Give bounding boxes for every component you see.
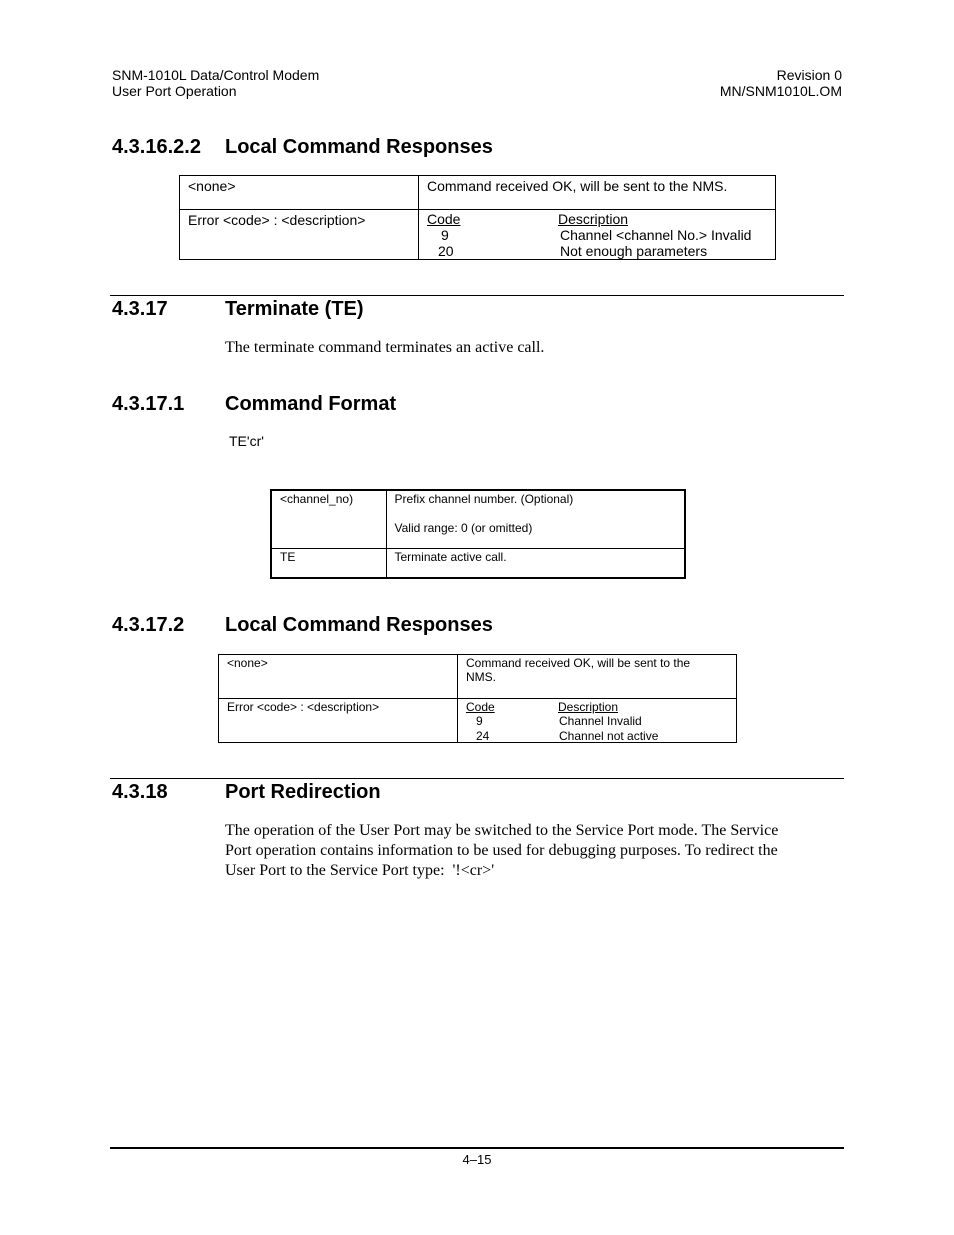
section-heading-4-3-17 [112,297,712,323]
error-code: 20 [438,243,454,259]
responses-table-1 [179,175,776,260]
response-ok-text-cont: NMS. [466,670,496,684]
param-te-description: Terminate active call. [394,549,507,564]
header-title: SNM-1010L Data/Control Modem [112,67,320,83]
section-number: 4.3.18 [112,781,168,803]
table-row [271,548,685,578]
param-te: TE [280,549,296,564]
table-cell [419,210,776,260]
param-channel-no: <channel_no) [280,492,354,506]
section-title: Command Format [225,393,397,415]
param-description: Prefix channel number. (Optional) [394,492,574,506]
response-none: <none> [188,178,236,194]
body-line: User Port to the Service Port type: '!<cr>' [225,862,495,879]
section-number: 4.3.16.2.2 [112,136,201,158]
table-cell [180,210,419,260]
error-description: Channel <channel No.> Invalid [560,227,752,243]
table-row [180,176,776,210]
table-cell [458,655,737,699]
error-code: 9 [441,227,449,243]
body-line: The operation of the User Port may be switched to the Service Port mode. The Service [225,822,779,839]
section-title: Terminate (TE) [225,298,364,320]
table-cell [219,699,458,743]
description-column-header: Description [558,700,619,714]
error-description: Not enough parameters [560,243,708,259]
responses-table-2 [218,654,737,743]
response-error: Error <code> : <description> [227,700,380,714]
table-cell [458,699,737,743]
table-row [219,699,737,743]
table-cell [219,655,458,699]
body-paragraph: The terminate command terminates an active call. [225,339,545,356]
table-row [180,210,776,260]
table-cell [386,548,685,578]
section-number: 4.3.17 [112,298,168,320]
section-rule [110,778,844,779]
footer-rule [110,1147,844,1149]
section-heading-4-3-17-1 [112,392,712,418]
section-title: Local Command Responses [225,614,493,636]
error-description: Channel Invalid [559,714,642,728]
command-format: TE'cr' [229,433,264,449]
section-heading-4-3-16-2-2 [112,135,712,161]
page-number: 4–15 [462,1152,492,1167]
section-title: Port Redirection [225,781,381,803]
section-heading-4-3-18 [112,780,712,806]
section-number: 4.3.17.1 [112,393,185,415]
error-code: 24 [476,729,490,743]
response-ok-text: Command received OK, will be sent to the [466,656,691,670]
body-line: Port operation contains information to be used for debugging purposes. To redirect the [225,842,778,859]
header-subtitle: User Port Operation [112,83,237,99]
table-cell [271,490,386,548]
table-cell [386,490,685,548]
header-doc-number: MN/SNM1010L.OM [719,83,842,99]
response-ok-text: Command received OK, will be sent to the NMS. [427,178,728,194]
section-rule [110,295,844,296]
description-column-header: Description [558,211,629,227]
table-cell [419,176,776,210]
doc-header-right [720,67,842,99]
code-column-header: Code [427,211,461,227]
body-paragraph [225,821,835,881]
section-title: Local Command Responses [225,136,493,158]
error-description: Channel not active [559,729,659,743]
table-cell [180,176,419,210]
section-number: 4.3.17.2 [112,614,185,636]
doc-header-left [112,67,319,99]
error-code: 9 [476,714,483,728]
section-heading-4-3-17-2 [112,613,712,639]
param-range: Valid range: 0 (or omitted) [394,521,533,535]
header-revision: Revision 0 [776,67,842,83]
table-row [271,490,685,548]
response-none: <none> [227,656,268,670]
command-format-table [270,489,686,579]
response-error: Error <code> : <description> [188,212,366,228]
code-column-header: Code [466,700,495,714]
table-cell [271,548,386,578]
table-row [219,655,737,699]
